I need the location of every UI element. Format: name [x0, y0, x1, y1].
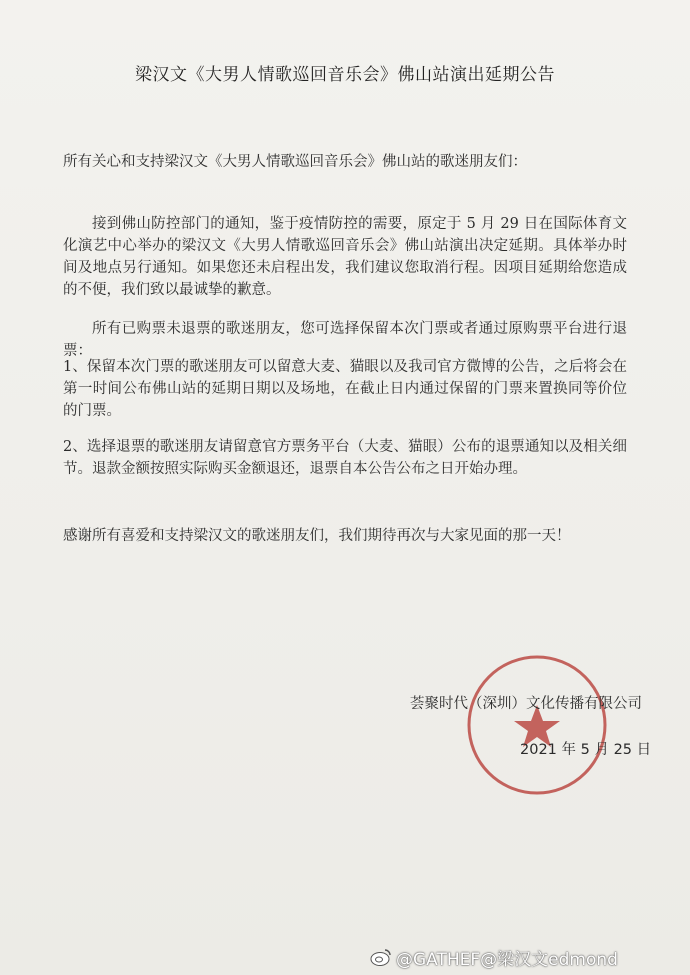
refund-options-paragraph: 所有已购票未退票的歌迷朋友，您可选择保留本次门票或者通过原购票平台进行退票： — [63, 321, 627, 359]
issue-date: 2021 年 5 月 25 日 — [520, 742, 652, 758]
notice-paragraph: 接到佛山防控部门的通知，鉴于疫情防控的需要，原定于 5 月 29 日在国际体育文化演艺中心举办的梁汉文《大男人情歌巡回音乐会》佛山站演出决定延期。具体举办时间及地点另行通知。如果您还未启程出发，我们建议您取消行程。因项目延期给您造成的不便，我们致以最诚挚的歉意。 — [63, 216, 627, 298]
page-title: 梁汉文《大男人情歌巡回音乐会》佛山站演出延期公告 — [135, 65, 555, 85]
company-seal-icon — [462, 650, 612, 800]
weibo-watermark — [370, 945, 690, 969]
salutation: 所有关心和支持梁汉文《大男人情歌巡回音乐会》佛山站的歌迷朋友们： — [63, 154, 527, 170]
option-keep-ticket: 1、保留本次门票的歌迷朋友可以留意大麦、猫眼以及我司官方微博的公告，之后将会在第一时间公布佛山站的延期日期以及场地，在截止日内通过保留的门票来置换同等价位的门票。 — [63, 359, 627, 419]
weibo-logo-icon — [370, 947, 392, 967]
watermark-text: @GATHEF@梁汉文edmond — [396, 949, 618, 970]
company-name: 荟聚时代（深圳）文化传播有限公司 — [410, 696, 642, 712]
option-refund-ticket: 2、选择退票的歌迷朋友请留意官方票务平台（大麦、猫眼）公布的退票通知以及相关细节。退款金额按照实际购买金额退还，退票自本公告公布之日开始办理。 — [63, 439, 627, 477]
thanks-line: 感谢所有喜爱和支持梁汉文的歌迷朋友们，我们期待再次与大家见面的那一天！ — [63, 528, 571, 544]
